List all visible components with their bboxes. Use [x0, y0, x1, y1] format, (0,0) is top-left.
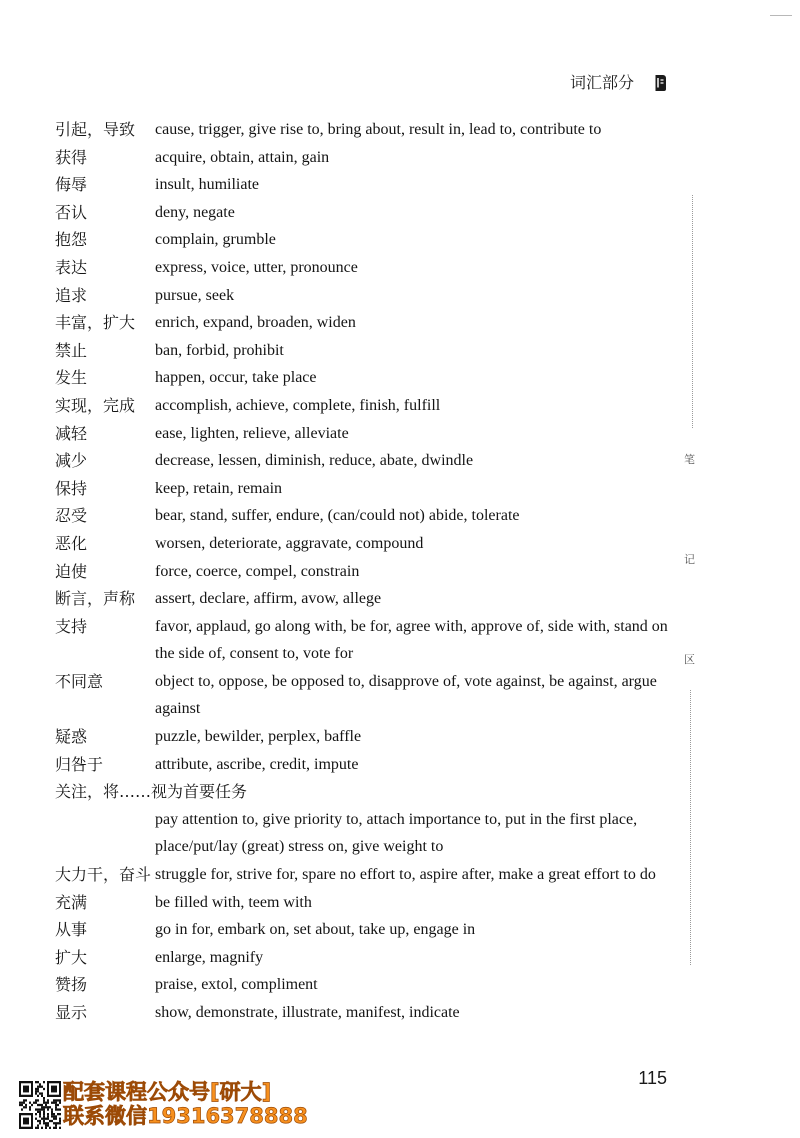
- entry-english-equivalents: [155, 668, 680, 723]
- entry-english-equivalents: [155, 971, 680, 999]
- entry-chinese-term: 关注，将……视为首要任务: [55, 782, 248, 802]
- entry-chinese-term: 追求: [55, 285, 88, 305]
- english-line: accomplish, achieve, complete, finish, fulfill: [155, 396, 441, 414]
- vocab-entry: [55, 916, 680, 944]
- entry-chinese-term: 迫使: [55, 561, 88, 581]
- vocab-entry: [55, 171, 680, 199]
- entry-chinese-term: 减少: [55, 451, 88, 471]
- english-line: go in for, embark on, set about, take up, engage in: [155, 921, 476, 939]
- vocab-entry: [55, 254, 680, 282]
- entry-english-equivalents: [155, 944, 680, 972]
- entry-chinese-term: 减轻: [55, 423, 88, 443]
- english-line: decrease, lessen, diminish, reduce, abate, dwindle: [155, 452, 474, 470]
- entry-english-equivalents: [155, 337, 680, 365]
- vocab-entry: [55, 199, 680, 227]
- english-line: be filled with, teem with: [155, 893, 312, 911]
- english-line: ease, lighten, relieve, alleviate: [155, 424, 349, 442]
- english-line: express, voice, utter, pronounce: [155, 258, 358, 276]
- entry-chinese-term: 恶化: [55, 533, 88, 553]
- entry-chinese-term: 不同意: [55, 671, 104, 691]
- vocab-entry: [55, 971, 680, 999]
- vocab-entry: [55, 530, 680, 558]
- vocab-entry: [55, 144, 680, 172]
- entry-chinese-term: 疑惑: [55, 727, 88, 747]
- qr-code-icon: [19, 1081, 61, 1129]
- notes-margin-char: 区: [684, 653, 695, 666]
- english-line: deny, negate: [155, 203, 235, 221]
- entry-chinese-term: 归咎于: [55, 754, 104, 774]
- entry-chinese-term: 引起，导致: [55, 120, 136, 139]
- entry-english-equivalents: [155, 309, 680, 337]
- english-line: keep, retain, remain: [155, 479, 283, 497]
- english-line: favor, applaud, go along with, be for, agree with, approve of, side with, stand on: [155, 617, 668, 635]
- entry-english-equivalents: [155, 861, 680, 889]
- english-line: bear, stand, suffer, endure, (can/could not) abide, tolerate: [155, 507, 520, 525]
- english-line: assert, declare, affirm, avow, allege: [155, 590, 382, 608]
- entry-english-equivalents: [155, 254, 680, 282]
- entry-chinese-term: 显示: [55, 1003, 88, 1022]
- english-line: acquire, obtain, attain, gain: [155, 148, 330, 166]
- english-line: happen, occur, take place: [155, 369, 317, 387]
- vocab-entry: [55, 282, 680, 310]
- vocab-entry: [55, 364, 680, 392]
- vocab-entry: [55, 889, 680, 917]
- english-line: pursue, seek: [155, 286, 235, 304]
- vocab-entry: [55, 861, 680, 889]
- vocab-entry: [55, 613, 680, 668]
- entry-english-equivalents: [155, 364, 680, 392]
- english-line: object to, oppose, be opposed to, disapprove of, vote against, be against, argue: [155, 672, 657, 690]
- notes-margin-rule-top: [692, 195, 693, 428]
- section-title: 词汇部分: [570, 73, 635, 92]
- vocab-entry: [55, 778, 680, 861]
- entry-english-equivalents: [155, 999, 680, 1027]
- english-line: against: [155, 700, 201, 718]
- entry-english-equivalents: [155, 613, 680, 668]
- vocab-entry: [55, 309, 680, 337]
- vocabulary-list: [55, 116, 680, 1027]
- entry-chinese-term: 断言，声称: [55, 589, 136, 609]
- entry-chinese-term: 扩大: [55, 947, 88, 967]
- english-line: enrich, expand, broaden, widen: [155, 314, 356, 332]
- entry-english-equivalents: [155, 144, 680, 172]
- english-line: ban, forbid, prohibit: [155, 341, 284, 359]
- entry-chinese-term: 发生: [55, 368, 88, 388]
- entry-chinese-term: 否认: [55, 202, 88, 222]
- vocab-entry: [55, 585, 680, 613]
- entry-chinese-term: 赞扬: [55, 975, 88, 995]
- vocab-entry: [55, 723, 680, 751]
- promo-line-contact: 联系微信19316378888: [63, 1104, 308, 1128]
- english-line: force, coerce, compel, constrain: [155, 562, 360, 580]
- vocab-entry: [55, 447, 680, 475]
- english-line: show, demonstrate, illustrate, manifest, indicate: [155, 1004, 460, 1021]
- entry-english-equivalents: [155, 392, 680, 420]
- english-line: complain, grumble: [155, 231, 276, 249]
- notes-margin-char: 笔: [684, 453, 695, 466]
- entry-chinese-term: 充满: [55, 892, 88, 912]
- entry-chinese-term: 实现，完成: [55, 395, 136, 415]
- entry-english-equivalents: [155, 751, 680, 779]
- entry-chinese-term: 抱怨: [55, 230, 88, 250]
- entry-chinese-term: 从事: [55, 920, 88, 940]
- entry-chinese-term: 支持: [55, 616, 88, 636]
- english-line: pay attention to, give priority to, attach importance to, put in the first place,: [155, 810, 638, 828]
- english-line: insult, humiliate: [155, 176, 259, 194]
- entry-chinese-term: 表达: [55, 257, 88, 277]
- vocab-entry: [55, 502, 680, 530]
- entry-english-equivalents: [155, 226, 680, 254]
- english-line: cause, trigger, give rise to, bring about, result in, lead to, contribute to: [155, 121, 602, 138]
- vocab-entry: [55, 944, 680, 972]
- english-line: worsen, deteriorate, aggravate, compound: [155, 534, 424, 552]
- entry-english-equivalents: [155, 199, 680, 227]
- entry-english-equivalents: [155, 530, 680, 558]
- entry-english-equivalents: [155, 916, 680, 944]
- vocab-entry: [55, 751, 680, 779]
- promo-line-account: 配套课程公众号[研大]: [63, 1080, 272, 1104]
- vocab-entry: [55, 226, 680, 254]
- english-line: praise, extol, compliment: [155, 976, 318, 994]
- notes-margin-char: 记: [684, 553, 695, 566]
- vocab-entry: [55, 420, 680, 448]
- vocab-entry: [55, 999, 680, 1027]
- entry-chinese-term: 忍受: [55, 506, 88, 526]
- page-number: 115: [638, 1068, 667, 1088]
- entry-english-equivalents: [155, 502, 680, 530]
- entry-chinese-term: 禁止: [55, 340, 88, 360]
- vocab-entry: [55, 668, 680, 723]
- vocab-entry: [55, 337, 680, 365]
- english-line: struggle for, strive for, spare no effort to, aspire after, make a great effort to do: [155, 866, 656, 884]
- entry-english-equivalents: [155, 585, 680, 613]
- entry-english-equivalents: [155, 558, 680, 586]
- english-line: enlarge, magnify: [155, 948, 264, 966]
- vocab-entry: [55, 475, 680, 503]
- entry-chinese-term: 丰富，扩大: [55, 313, 136, 333]
- promo-watermark: [63, 1080, 308, 1128]
- entry-english-equivalents: [155, 116, 680, 144]
- vocab-entry: [55, 392, 680, 420]
- entry-english-equivalents: [155, 171, 680, 199]
- entry-english-equivalents: [155, 475, 680, 503]
- entry-chinese-term: 大力干，奋斗: [55, 865, 152, 885]
- vocab-entry: [55, 116, 680, 144]
- notes-margin-rule-bottom: [690, 690, 691, 965]
- entry-chinese-term: 保持: [55, 478, 88, 498]
- entry-english-equivalents: [155, 420, 680, 448]
- entry-english-equivalents: [155, 723, 680, 751]
- entry-chinese-term: 获得: [55, 147, 88, 167]
- vocab-entry: [55, 558, 680, 586]
- english-line: puzzle, bewilder, perplex, baffle: [155, 728, 362, 746]
- entry-english-equivalents: [155, 447, 680, 475]
- english-line: place/put/lay (great) stress on, give weight to: [155, 838, 444, 856]
- entry-english-equivalents: [155, 806, 680, 861]
- book-emblem-icon: [654, 74, 667, 92]
- entry-english-equivalents: [155, 282, 680, 310]
- english-line: attribute, ascribe, credit, impute: [155, 755, 359, 773]
- scan-artifact-line: [770, 15, 792, 16]
- entry-chinese-term: 侮辱: [55, 175, 88, 195]
- english-line: the side of, consent to, vote for: [155, 645, 354, 663]
- entry-english-equivalents: [155, 889, 680, 917]
